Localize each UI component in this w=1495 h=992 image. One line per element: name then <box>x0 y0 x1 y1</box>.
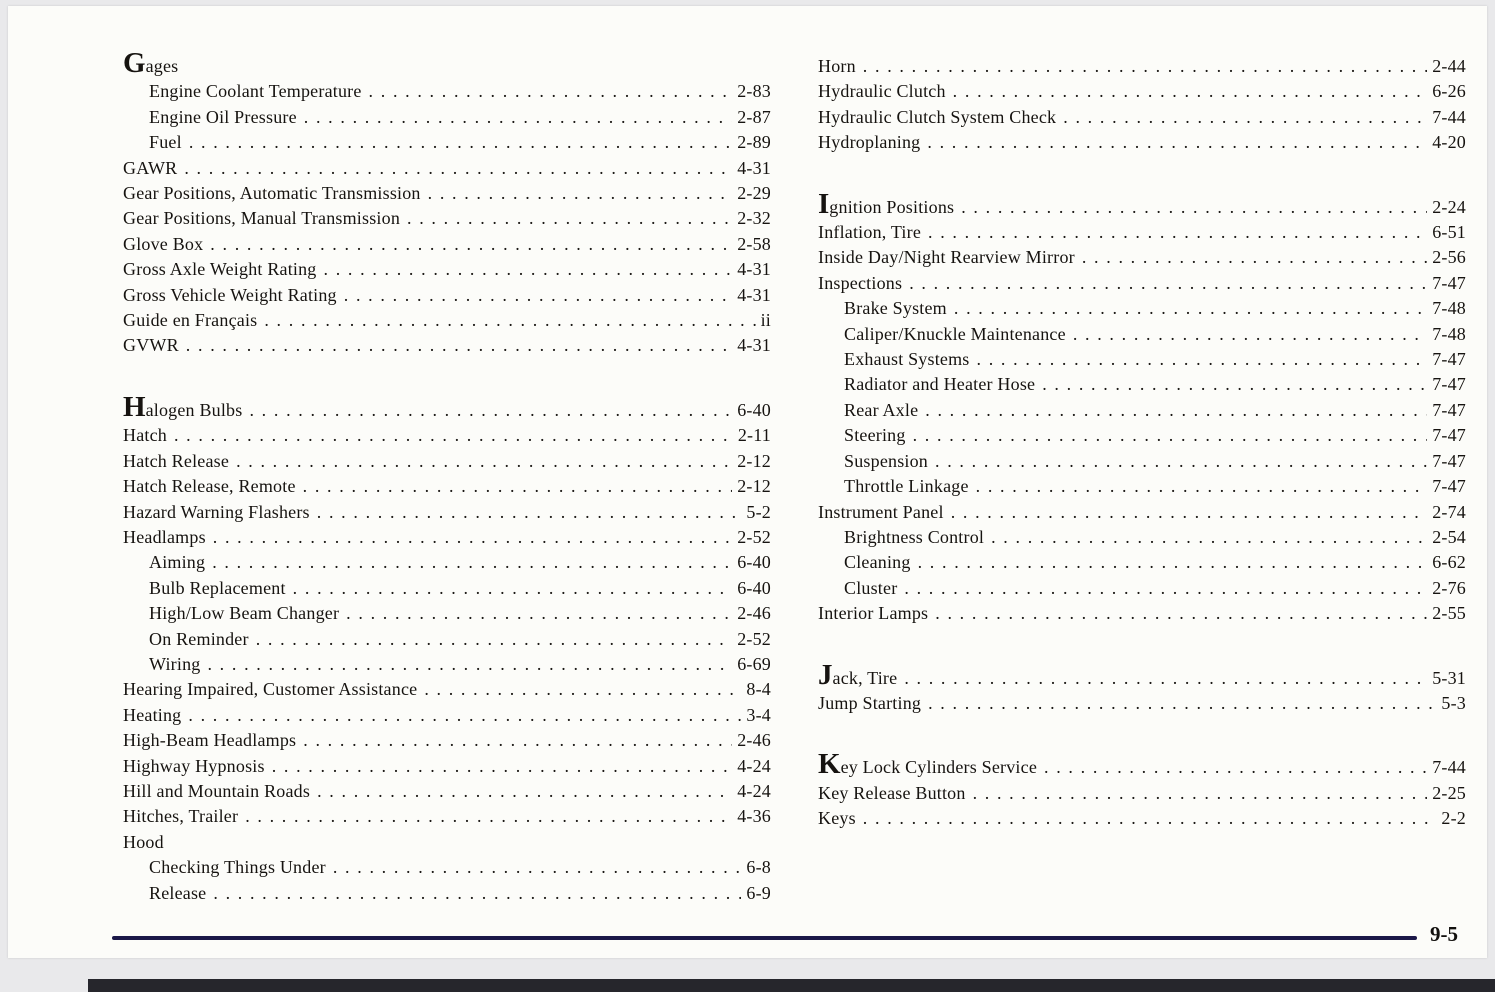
dot-leader <box>207 652 732 677</box>
entry-label: Inside Day/Night Rearview Mirror <box>818 247 1075 268</box>
entry-page: 4-31 <box>737 259 771 280</box>
entry-page: 2-32 <box>737 208 771 229</box>
entry-label: Horn <box>818 56 856 76</box>
dot-leader <box>256 627 733 652</box>
index-entry <box>123 333 771 358</box>
index-entry <box>123 79 771 104</box>
dot-leader <box>904 576 1427 601</box>
index-entry <box>818 54 1466 79</box>
index-entry <box>123 881 771 906</box>
entry-page: 7-44 <box>1432 106 1466 127</box>
dot-leader <box>913 423 1428 448</box>
entry-page: 4-24 <box>737 780 771 801</box>
entry-label: Fuel <box>149 132 182 153</box>
dot-leader <box>369 79 733 104</box>
index-entry <box>818 500 1466 525</box>
section-initial: I <box>818 187 830 220</box>
index-entry <box>818 748 1466 781</box>
index-entry <box>123 550 771 575</box>
index-section-g <box>123 47 771 359</box>
index-entry <box>123 500 771 525</box>
dot-leader <box>245 804 732 829</box>
index-entry <box>818 658 1466 691</box>
entry-page: 7-47 <box>1432 272 1466 293</box>
entry-label: Highway Hypnosis <box>123 755 265 776</box>
dot-leader <box>189 130 732 155</box>
index-entry <box>818 79 1466 104</box>
dot-leader <box>186 333 732 358</box>
entry-label: On Reminder <box>149 628 249 649</box>
entry-label: Brake System <box>844 298 947 319</box>
index-entry <box>123 728 771 753</box>
entry-label: Hydraulic Clutch System Check <box>818 106 1057 127</box>
entry-page: 6-26 <box>1432 81 1466 102</box>
dot-leader <box>174 423 733 448</box>
section-initial: K <box>818 748 841 781</box>
entry-label: Hatch <box>123 425 167 446</box>
entry-label: Bulb Replacement <box>149 577 286 598</box>
index-entry <box>818 105 1466 130</box>
entry-page: 8-4 <box>746 679 771 700</box>
index-entry <box>818 525 1466 550</box>
entry-page: 7-47 <box>1432 374 1466 395</box>
index-section-j <box>818 658 1466 717</box>
entry-page: 7-47 <box>1432 349 1466 370</box>
dot-leader <box>904 666 1427 691</box>
entry-label: Wiring <box>149 653 201 674</box>
entry-label: Cluster <box>844 577 898 598</box>
dot-leader <box>424 677 741 702</box>
entry-label: Throttle Linkage <box>844 476 969 497</box>
index-entry <box>818 187 1466 220</box>
entry-label: Instrument Panel <box>818 501 944 522</box>
index-entry <box>123 283 771 308</box>
entry-label: Headlamps <box>123 526 206 547</box>
entry-page: 2-56 <box>1432 247 1466 268</box>
entry-page: 6-9 <box>746 882 771 903</box>
entry-page: 2-46 <box>737 730 771 751</box>
entry-page: 2-12 <box>737 450 771 471</box>
entry-page: 2-58 <box>737 233 771 254</box>
entry-label: Heating <box>123 704 182 725</box>
dot-leader <box>935 449 1427 474</box>
dot-leader <box>344 283 732 308</box>
dot-leader <box>249 398 732 423</box>
entry-label: Inflation, Tire <box>818 222 922 243</box>
dot-leader <box>1073 322 1427 347</box>
index-entry <box>123 206 771 231</box>
index-entry <box>818 423 1466 448</box>
dot-leader <box>210 232 732 257</box>
index-entry <box>818 220 1466 245</box>
entry-label: Hatch Release, Remote <box>123 476 296 497</box>
index-entry <box>123 308 771 333</box>
entry-label: Suspension <box>844 450 929 471</box>
dot-leader <box>303 474 733 499</box>
entry-label: Hazard Warning Flashers <box>123 501 310 522</box>
entry-label: High-Beam Headlamps <box>123 730 297 751</box>
entry-label: Gear Positions, Manual Transmission <box>123 208 401 229</box>
index-entry <box>123 754 771 779</box>
entry-page: 2-46 <box>737 603 771 624</box>
entry-page: 5-3 <box>1441 692 1466 713</box>
index-entry <box>123 601 771 626</box>
index-entry <box>123 576 771 601</box>
dot-leader <box>236 449 732 474</box>
index-entry <box>123 855 771 880</box>
entry-label: Hood <box>123 831 164 852</box>
entry-label: Aiming <box>149 552 206 573</box>
index-entry <box>123 257 771 282</box>
entry-page: 2-24 <box>1432 196 1466 217</box>
dot-leader <box>264 308 755 333</box>
index-entry <box>818 271 1466 296</box>
index-entry <box>123 627 771 652</box>
index-section-k <box>818 748 1466 831</box>
entry-page: 2-12 <box>737 476 771 497</box>
dot-leader <box>977 347 1428 372</box>
index-entry <box>818 474 1466 499</box>
entry-label: Jack, Tire <box>818 658 898 691</box>
entry-page: 2-25 <box>1432 782 1466 803</box>
entry-label: Hydraulic Clutch <box>818 81 946 102</box>
index-entry <box>123 677 771 702</box>
entry-page: 2-87 <box>737 106 771 127</box>
dot-leader <box>346 601 732 626</box>
dot-leader <box>973 781 1428 806</box>
entry-label: Rear Axle <box>844 399 919 420</box>
entry-page: 2-76 <box>1432 577 1466 598</box>
entry-label: Key Release Button <box>818 782 966 803</box>
entry-page: 7-47 <box>1432 399 1466 420</box>
entry-page: 6-40 <box>737 552 771 573</box>
index-entry <box>818 691 1466 716</box>
dot-leader <box>407 206 732 231</box>
entry-label: Release <box>149 882 207 903</box>
entry-label: High/Low Beam Changer <box>149 603 340 624</box>
index-entry <box>123 423 771 448</box>
entry-page: 4-24 <box>737 755 771 776</box>
entry-page: 7-44 <box>1432 757 1466 778</box>
dot-leader <box>1042 372 1427 397</box>
dot-leader <box>212 550 732 575</box>
section-initial: G <box>123 47 146 79</box>
entry-label: Gear Positions, Automatic Transmission <box>123 183 421 204</box>
entry-label: Steering <box>844 425 906 446</box>
dot-leader <box>1063 105 1427 130</box>
index-entry <box>123 830 771 855</box>
entry-label: Engine Oil Pressure <box>149 106 297 127</box>
entry-label: Radiator and Heater Hose <box>844 374 1036 395</box>
index-entry <box>123 232 771 257</box>
dot-leader <box>953 79 1428 104</box>
dot-leader <box>184 156 732 181</box>
entry-label: Halogen Bulbs <box>123 390 243 423</box>
index-entry <box>818 550 1466 575</box>
dot-leader <box>272 754 733 779</box>
entry-page: 2-11 <box>737 425 771 446</box>
entry-page: 7-48 <box>1432 323 1466 344</box>
dot-leader <box>863 54 1427 79</box>
index-entry <box>123 47 771 79</box>
dot-leader <box>317 500 742 525</box>
entry-page: 2-52 <box>737 628 771 649</box>
dot-leader <box>925 398 1427 423</box>
dot-leader <box>976 474 1428 499</box>
dot-leader <box>213 525 732 550</box>
entry-page: 6-62 <box>1432 552 1466 573</box>
index-page <box>8 6 1487 958</box>
index-entry <box>818 322 1466 347</box>
index-section-h <box>818 54 1466 156</box>
index-entry <box>123 181 771 206</box>
index-entry <box>123 474 771 499</box>
dot-leader <box>928 691 1436 716</box>
dot-leader <box>935 601 1427 626</box>
entry-page: 2-83 <box>737 81 771 102</box>
dot-leader <box>188 703 741 728</box>
entry-page: 7-47 <box>1432 425 1466 446</box>
entry-label: Hitches, Trailer <box>123 806 239 827</box>
dot-leader <box>927 130 1427 155</box>
index-entry <box>818 398 1466 423</box>
index-entry <box>818 781 1466 806</box>
entry-page: 4-31 <box>737 284 771 305</box>
entry-page: 7-48 <box>1432 298 1466 319</box>
index-section-h <box>123 390 771 906</box>
index-entry <box>818 130 1466 155</box>
entry-label: Inspections <box>818 272 903 293</box>
entry-page: 4-20 <box>1432 132 1466 153</box>
entry-page: 7-47 <box>1432 450 1466 471</box>
entry-page: 4-36 <box>737 806 771 827</box>
index-entry <box>123 525 771 550</box>
entry-label: Engine Coolant Temperature <box>149 81 362 102</box>
dot-leader <box>961 195 1427 220</box>
entry-page: 2-74 <box>1432 501 1466 522</box>
entry-label: GVWR <box>123 335 179 356</box>
entry-page: 2-2 <box>1441 808 1466 829</box>
index-entry <box>818 347 1466 372</box>
entry-label: Hill and Mountain Roads <box>123 780 311 801</box>
entry-page: 6-40 <box>737 577 771 598</box>
entry-page: 6-51 <box>1432 222 1466 243</box>
entry-page: 2-55 <box>1432 603 1466 624</box>
entry-page: 2-89 <box>737 132 771 153</box>
entry-page: 2-52 <box>737 526 771 547</box>
index-entry <box>818 806 1466 831</box>
index-entry <box>123 804 771 829</box>
index-entry <box>123 390 771 423</box>
entry-page: ii <box>760 310 771 331</box>
entry-page: 6-40 <box>737 399 771 420</box>
scan-edge-artifact <box>88 979 1495 992</box>
entry-label: Hatch Release <box>123 450 230 471</box>
index-entry <box>123 652 771 677</box>
dot-leader <box>304 105 732 130</box>
dot-leader <box>863 806 1437 831</box>
entry-label: Guide en Français <box>123 310 258 331</box>
entry-label: Ignition Positions <box>818 187 955 220</box>
index-entry <box>818 449 1466 474</box>
entry-label: Interior Lamps <box>818 603 929 624</box>
dot-leader <box>303 728 732 753</box>
entry-label: Brightness Control <box>844 526 985 547</box>
entry-label: Checking Things Under <box>149 857 326 878</box>
index-entry <box>123 105 771 130</box>
index-section-i <box>818 187 1466 627</box>
dot-leader <box>333 855 742 880</box>
dot-leader <box>1082 245 1427 270</box>
entry-page: 5-2 <box>746 501 771 522</box>
entry-page: 2-54 <box>1432 526 1466 547</box>
dot-leader <box>951 500 1428 525</box>
entry-label: Gages <box>123 47 179 79</box>
index-entry <box>123 779 771 804</box>
entry-page: 6-69 <box>737 653 771 674</box>
dot-leader <box>991 525 1427 550</box>
dot-leader <box>293 576 733 601</box>
section-initial: J <box>818 658 833 691</box>
entry-page: 4-31 <box>737 157 771 178</box>
entry-page: 4-31 <box>737 335 771 356</box>
index-entry <box>123 130 771 155</box>
entry-label: Gross Vehicle Weight Rating <box>123 284 337 305</box>
entry-page: 2-29 <box>737 183 771 204</box>
dot-leader <box>213 881 741 906</box>
dot-leader <box>918 550 1428 575</box>
dot-leader <box>317 779 732 804</box>
entry-label: Glove Box <box>123 233 204 254</box>
entry-label: GAWR <box>123 157 178 178</box>
index-entry <box>123 156 771 181</box>
entry-label: Caliper/Knuckle Maintenance <box>844 323 1066 344</box>
entry-page: 6-8 <box>746 857 771 878</box>
entry-label: Keys <box>818 808 856 829</box>
entry-page: 3-4 <box>746 704 771 725</box>
dot-leader <box>928 220 1427 245</box>
entry-label: Jump Starting <box>818 692 922 713</box>
index-entry <box>818 576 1466 601</box>
index-entry <box>123 703 771 728</box>
index-entry <box>818 601 1466 626</box>
entry-page: 2-44 <box>1432 56 1466 76</box>
entry-page: 5-31 <box>1432 667 1466 688</box>
entry-label: Exhaust Systems <box>844 349 970 370</box>
index-entry <box>123 449 771 474</box>
dot-leader <box>428 181 733 206</box>
entry-label: Key Lock Cylinders Service <box>818 748 1038 781</box>
index-column-left <box>123 47 771 906</box>
dot-leader <box>324 257 733 282</box>
entry-label: Hearing Impaired, Customer Assistance <box>123 679 418 700</box>
dot-leader <box>954 296 1427 321</box>
entry-label: Cleaning <box>844 552 911 573</box>
dot-leader <box>909 271 1427 296</box>
section-initial: H <box>123 390 146 423</box>
index-column-right <box>818 54 1466 832</box>
index-entry <box>818 245 1466 270</box>
index-entry <box>818 296 1466 321</box>
dot-leader <box>1044 755 1427 780</box>
entry-label: Gross Axle Weight Rating <box>123 259 317 280</box>
footer-rule <box>112 936 1417 940</box>
page-number: 9-5 <box>1430 922 1458 946</box>
entry-page: 7-47 <box>1432 476 1466 497</box>
entry-label: Hydroplaning <box>818 132 921 153</box>
index-entry <box>818 372 1466 397</box>
